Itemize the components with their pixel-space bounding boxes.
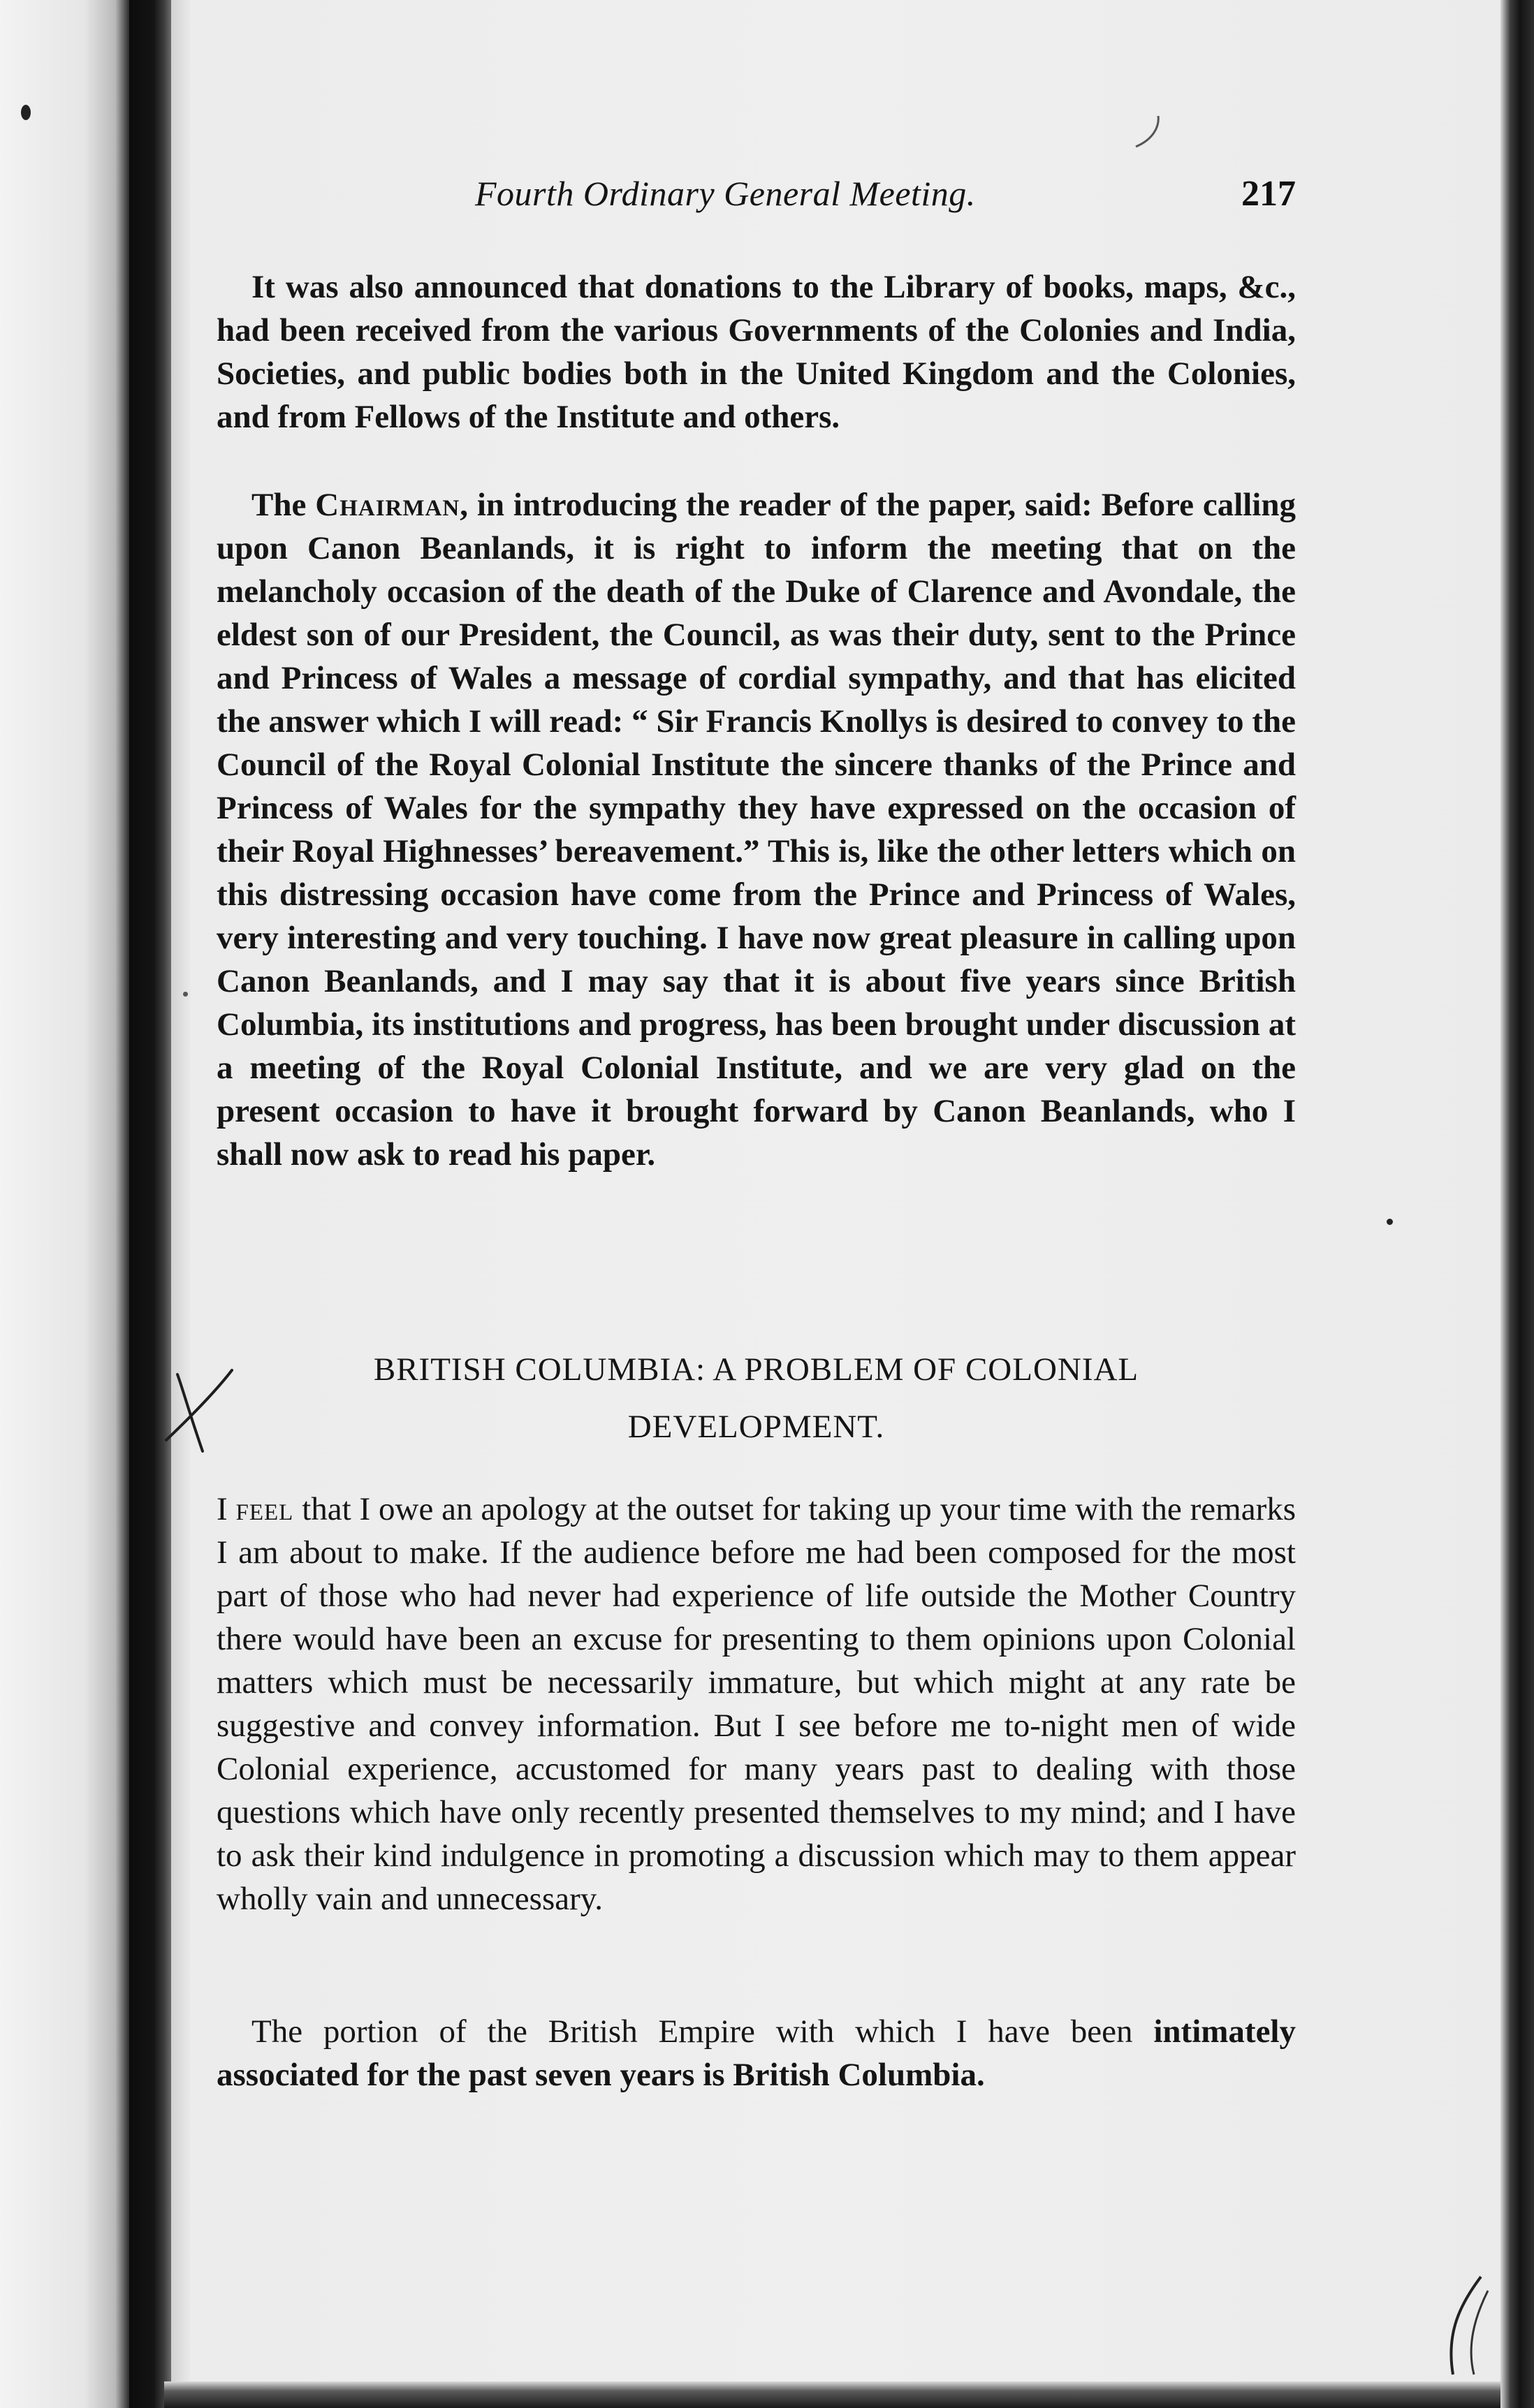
paragraph-body: , in introducing the reader of the paper, said: Before calling upon Canon Beanlands, it is right to inform the meeting that on the melancholy occasion of the death of the Duke of Clarence and Avondale, the eldest son of our President, the Council, as was their duty, sent to the Prince and Princess of Wales a message of cordial sympathy, and that has elicited the answer which I will read: “ Sir Francis Knollys is desired to convey to the Council of the Royal Colonial Institute the sincere thanks of the Prince and Princess of Wales for the sympathy they have expressed on the occasion of their Royal Highnesses’ bereavement.” This is, like the other letters which on this distressing occasion have come from the Prince and Princess of Wales, very interesting and very touching. I have now great pleasure in calling upon Canon Beanlands, and I may say that it is about five years since British Columbia, its institutions and progress, has been brought under discussion at a meeting of the Royal Colonial Institute, and we are very glad on the present occasion to have it brought forward by Canon Beanlands, who I shall now ask to read his paper. xyxy=(217,487,1296,1173)
paragraph-lead-smallcaps: feel xyxy=(235,1491,294,1527)
paragraph-lead-word: I xyxy=(217,1491,228,1527)
dust-speck xyxy=(183,992,188,997)
page-bottom-edge xyxy=(164,2381,1500,2408)
paragraph-lead-word: The xyxy=(251,487,307,523)
scan-background-left xyxy=(0,0,140,2408)
dust-speck xyxy=(21,105,31,120)
article-title xyxy=(217,1341,1296,1455)
page-corner-curl-icon xyxy=(1432,2270,1495,2381)
pencil-tick-icon xyxy=(1132,112,1167,154)
paragraph-british-columbia xyxy=(217,2010,1296,2097)
paragraph-apology xyxy=(217,1488,1296,1921)
running-title: Fourth Ordinary General Meeting. xyxy=(475,174,976,213)
dust-speck xyxy=(1387,1219,1393,1225)
running-head xyxy=(217,173,1296,222)
paragraph-last-line: intimately associated for the past seven years is British Columbia. xyxy=(217,2013,1296,2093)
paragraph-body: that I owe an apology at the outset for taking up your time with the remarks I am about to make. If the audience before me had been composed for the most part of those who had never had experience of life outside the Mother Country there would have been an excuse for presenting to them opinions upon Colonial matters which must be necessarily immature, but which might at any rate be suggestive and convey information. But I see before me to-night men of wide Colonial experience, accustomed for many years past to dealing with those questions which have only recently presented themselves to my mind; and I have to ask their kind indulgence in promoting a discussion which may to them appear wholly vain and unnecessary. xyxy=(217,1491,1296,1917)
speaker-name: Chairman xyxy=(315,487,460,523)
book-spine-shadow xyxy=(129,0,171,2408)
paragraph-donations: It was also announced that donations to the Library of books, maps, &c., had been received from the various Governments of the Colonies and India, Societies, and public bodies both in the United Kingdom and the Colonies, and from Fellows of the Institute and others. xyxy=(217,269,1296,435)
page-right-edge xyxy=(1500,0,1534,2408)
article-title-line-1: BRITISH COLUMBIA: A PROBLEM OF COLONIAL xyxy=(373,1351,1139,1388)
paragraph-chairman-remarks xyxy=(217,483,1296,1176)
article-title-line-2: DEVELOPMENT. xyxy=(627,1409,885,1445)
paragraph-body: The portion of the British Empire with which I have been xyxy=(251,2013,1154,2050)
page-number: 217 xyxy=(1241,174,1296,214)
